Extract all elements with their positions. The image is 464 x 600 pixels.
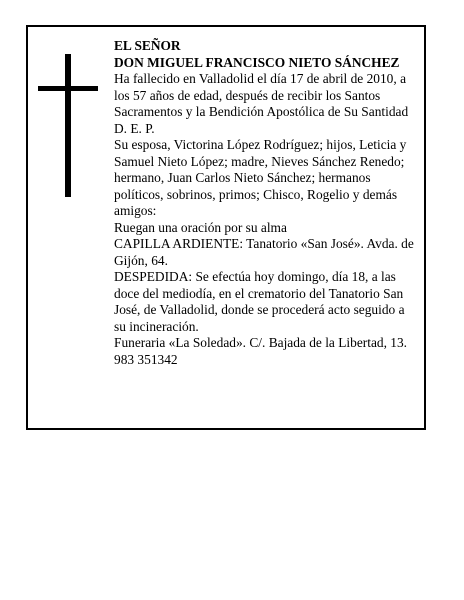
obituary-text: [114, 38, 416, 368]
phone-number: 983 351342: [114, 351, 178, 367]
family-members: Su esposa, Victorina López Rodríguez; hijos, Leticia y Samuel Nieto López; madre, Nieves Sánchez Renedo; hermano, Juan Carlos Nieto Sánchez; hermanos políticos, sobrinos, primos; Chisco, Rogelio y demás amigos:: [114, 137, 407, 218]
latin-cross-icon: [38, 54, 98, 197]
obituary-title: EL SEÑOR: [114, 38, 181, 53]
cross-vertical-bar: [65, 54, 71, 197]
prayer-request: Ruegan una oración por su alma: [114, 219, 287, 235]
chapel-info: CAPILLA ARDIENTE: Tanatorio «San José». Avda. de Gijón, 64.: [114, 236, 414, 268]
funeral-home: Funeraria «La Soledad». C/. Bajada de la Libertad, 13.: [114, 335, 408, 350]
cross-horizontal-bar: [38, 86, 98, 91]
deceased-name: DON MIGUEL FRANCISCO NIETO SÁNCHEZ: [114, 54, 400, 70]
farewell-info: DESPEDIDA: Se efectúa hoy domingo, día 18, a las doce del mediodía, en el crematorio del Tanatorio San José, de Valladolid, donde se procederá acto seguido a su incineración.: [114, 269, 405, 334]
death-notice: Ha fallecido en Valladolid el día 17 de abril de 2010, a los 57 años de edad, después de recibir los Santos Sacramentos y la Bendición Apostólica de Su Santidad: [114, 71, 409, 119]
rest-in-peace: D. E. P.: [114, 120, 155, 136]
